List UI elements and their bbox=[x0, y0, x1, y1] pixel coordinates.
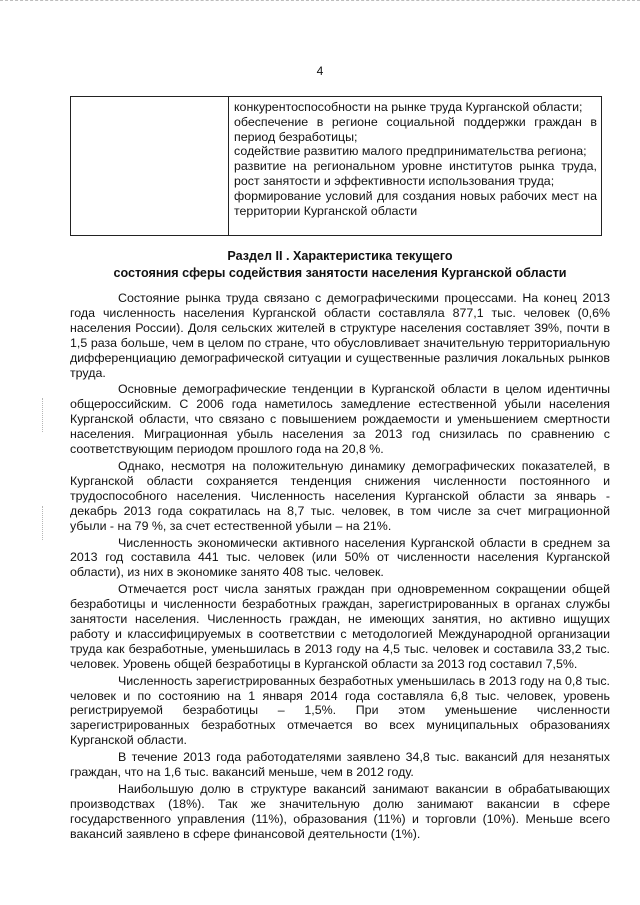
paragraph: Численность зарегистрированных безработных уменьшилась в 2013 году на 0,8 тыс. человек и по состоянию на 1 января 2014 года составляла 6,8 тыс. человек, уровень регистрируемой безработицы – 1,5%. При этом уменьшение численности зарегистрированных безработных отмечается во всех муниципальных образованиях Курганской области. bbox=[70, 673, 610, 748]
table-line: содействие развитию малого предпринимательства региона; bbox=[234, 144, 587, 159]
paragraph: Основные демографические тенденции в Курганской области в целом идентичны общероссийским. С 2006 года наметилось замедление естественной убыли населения Курганской области, что связано с повышением рождаемости и уменьшением смертности населения. Миграционная убыль населения за 2013 год снизилась по сравнению с соответствующим периодом прошлого года на 20,8 %. bbox=[70, 382, 610, 457]
page-number: 4 bbox=[316, 64, 324, 78]
paragraph: Численность экономически активного населения Курганской области в среднем за 2013 год составила 441 тыс. человек (или 50% от численности населения Курганской области), из них в экономике занято 408 тыс. человек. bbox=[70, 535, 610, 580]
table-left-cell bbox=[71, 97, 229, 235]
table-right-cell bbox=[229, 97, 601, 235]
section-title-line-1: Раздел II . Характеристика текущего bbox=[227, 249, 453, 263]
table-line: развитие на региональном уровне институтов рынка труда, рост занятости и эффективности использования труда; bbox=[234, 159, 597, 188]
paragraph: Отмечается рост числа занятых граждан при одновременном сокращении общей безработицы и численности безработных граждан, зарегистрированных в органах службы занятости населения. Численность граждан, не имеющих занятия, но активно ищущих работу и классифицируемых в соответствии с методологией Международной организации труда как безработные, уменьшилась в 2013 году на 4,5 тыс. человек и составила 33,2 тыс. человек. Уровень общей безработицы в Курганской области за 2013 год составил 7,5%. bbox=[70, 582, 610, 671]
table-line: конкурентоспособности на рынке труда Курганской области; bbox=[234, 100, 583, 114]
paragraph: Состояние рынка труда связано с демографическими процессами. На конец 2013 года численность населения Курганской области составляла 877,1 тыс. человек (0,6% населения России). Доля сельских жителей в структуре населения составляет 39%, почти в 1,5 раза больше, чем в целом по стране, что обусловливает значительную территориальную дифференциацию демографической ситуации и существенные различия локальных рынков труда. bbox=[70, 291, 610, 380]
table-line: обеспечение в регионе социальной поддержки граждан в период безработицы; bbox=[234, 114, 597, 144]
section-title bbox=[60, 248, 620, 282]
scan-margin-mark bbox=[42, 506, 49, 540]
table-line: формирование условий для создания новых рабочих мест на территории Курганской области bbox=[234, 188, 597, 218]
scan-edge-line bbox=[0, 0, 640, 2]
continuation-table bbox=[70, 96, 602, 236]
paragraph: Однако, несмотря на положительную динамику демографических показателей, в Курганской области сохраняется тенденция снижения численности постоянного и трудоспособного населения. Численность населения Курганской области за январь - декабрь 2013 года сократилась на 8,7 тыс. человек, в том числе за счет миграционной убыли - на 79 %, за счет естественной убыли – на 21%. bbox=[70, 458, 610, 533]
section-title-line-2: состояния сферы содействия занятости населения Курганской области bbox=[113, 266, 567, 280]
scan-margin-mark bbox=[42, 398, 49, 432]
paragraph: В течение 2013 года работодателями заявлено 34,8 тыс. вакансий для незанятых граждан, что на 1,6 тыс. вакансий меньше, чем в 2012 году. bbox=[70, 750, 610, 780]
section-body bbox=[70, 291, 610, 844]
paragraph: Наибольшую долю в структуре вакансий занимают вакансии в обрабатывающих производствах (18%). Так же значительную долю занимают вакансии в сфере государственного управления (11%), образования (11%) и торговли (10%). Меньше всего вакансий заявлено в сфере финансовой деятельности (1%). bbox=[70, 782, 610, 841]
